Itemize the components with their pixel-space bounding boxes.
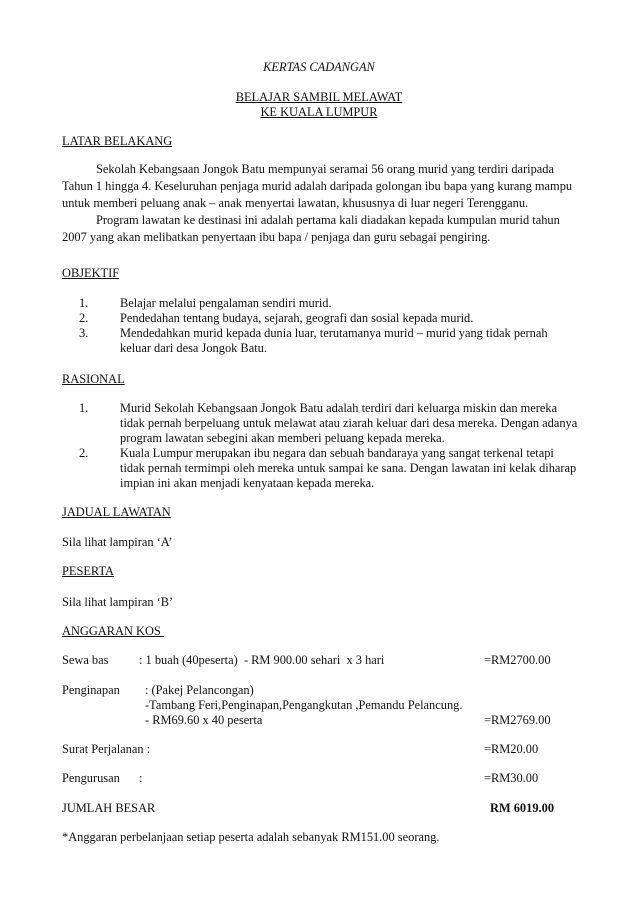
- rasional-item-text: Kuala Lumpur merupakan ibu negara dan sebuah bandaraya yang sangat terkenal tetapi tidak pernah termimpi oleh mereka untuk sampai ke sana. Dengan lawatan ini kelak diharap impian ini akan menjadi kenyataan kepada mereka.: [120, 446, 577, 490]
- objektif-heading: OBJEKTIF: [62, 266, 120, 280]
- anggaran-note: *Anggaran perbelanjaan setiap peserta adalah sebanyak RM151.00 seorang.: [62, 830, 440, 844]
- document-title-line-1: BELAJAR SAMBIL MELAWAT: [235, 90, 403, 104]
- rasional-heading: RASIONAL: [62, 372, 125, 386]
- penginapan-line-1: : (Pakej Pelancongan): [145, 683, 254, 697]
- latar-paragraph-1: Sekolah Kebangsaan Jongok Batu mempunyai seramai 56 orang murid yang terdiri daripada Tahun 1 hingga 4. Keseluruhan penjaga murid adalah daripada golongan ibu bapa yang kurang mampu untuk memberi peluang anak – anak menyertai lawatan, khususnya di luar negeri Terengganu.: [62, 162, 573, 210]
- surat-perjalanan-amount: =RM20.00: [484, 742, 539, 756]
- penginapan-label: Penginapan: [62, 683, 120, 697]
- penginapan-line-2: -Tambang Feri,Penginapan,Pengangkutan ,Pemandu Pelancung.: [145, 698, 463, 712]
- jadual-lawatan-text: Sila lihat lampiran ‘A’: [62, 535, 173, 549]
- objektif-item-number: 3.: [79, 326, 89, 340]
- peserta-text: Sila lihat lampiran ‘B’: [62, 595, 174, 609]
- latar-belakang-body: [62, 161, 582, 246]
- doc-type-label: KERTAS CADANGAN: [263, 60, 375, 74]
- jumlah-besar-label: JUMLAH BESAR: [62, 801, 156, 815]
- jumlah-besar-amount: RM 6019.00: [490, 801, 555, 815]
- objektif-item-number: 1.: [79, 296, 89, 310]
- sewa-bas-amount: =RM2700.00: [484, 653, 551, 667]
- sewa-bas-description: : 1 buah (40peserta) - RM 900.00 sehari x 3 hari: [139, 653, 385, 667]
- document-title-line-2: KE KUALA LUMPUR: [260, 105, 378, 119]
- pengurusan-label: Pengurusan: [62, 771, 120, 785]
- pengurusan-amount: =RM30.00: [484, 771, 539, 785]
- pengurusan-colon: :: [139, 771, 143, 785]
- objektif-item-text: Belajar melalui pengalaman sendiri murid.: [120, 296, 332, 310]
- objektif-item-text: Pendedahan tentang budaya, sejarah, geografi dan sosial kepada murid.: [120, 311, 474, 325]
- rasional-item-text: Murid Sekolah Kebangsaan Jongok Batu adalah terdiri dari keluarga miskin dan mereka tidak pernah berpeluang untuk melawat atau ziarah keluar dari desa mereka. Dengan adanya program lawatan sebegini akan memberi peluang kepada mereka.: [120, 401, 578, 445]
- rasional-item-number: 2.: [79, 446, 89, 460]
- sewa-bas-label: Sewa bas: [62, 653, 109, 667]
- latar-paragraph-2: Program lawatan ke destinasi ini adalah pertama kali diadakan kepada kumpulan murid tahun 2007 yang akan melibatkan penyertaan ibu bapa / penjaga dan guru sebagai pengiring.: [62, 213, 560, 244]
- penginapan-amount: =RM2769.00: [484, 713, 551, 727]
- latar-belakang-heading: LATAR BELAKANG: [62, 134, 173, 148]
- surat-perjalanan-label: Surat Perjalanan :: [62, 742, 151, 756]
- peserta-heading: PESERTA: [62, 564, 114, 578]
- anggaran-kos-heading: ANGGARAN KOS: [62, 624, 164, 638]
- objektif-item-text: Mendedahkan murid kepada dunia luar, terutamanya murid – murid yang tidak pernah keluar dari desa Jongok Batu.: [120, 326, 548, 355]
- jadual-lawatan-heading: JADUAL LAWATAN: [62, 505, 171, 519]
- rasional-item-number: 1.: [79, 401, 89, 415]
- penginapan-line-3: - RM69.60 x 40 peserta: [145, 713, 263, 727]
- objektif-item-number: 2.: [79, 311, 89, 325]
